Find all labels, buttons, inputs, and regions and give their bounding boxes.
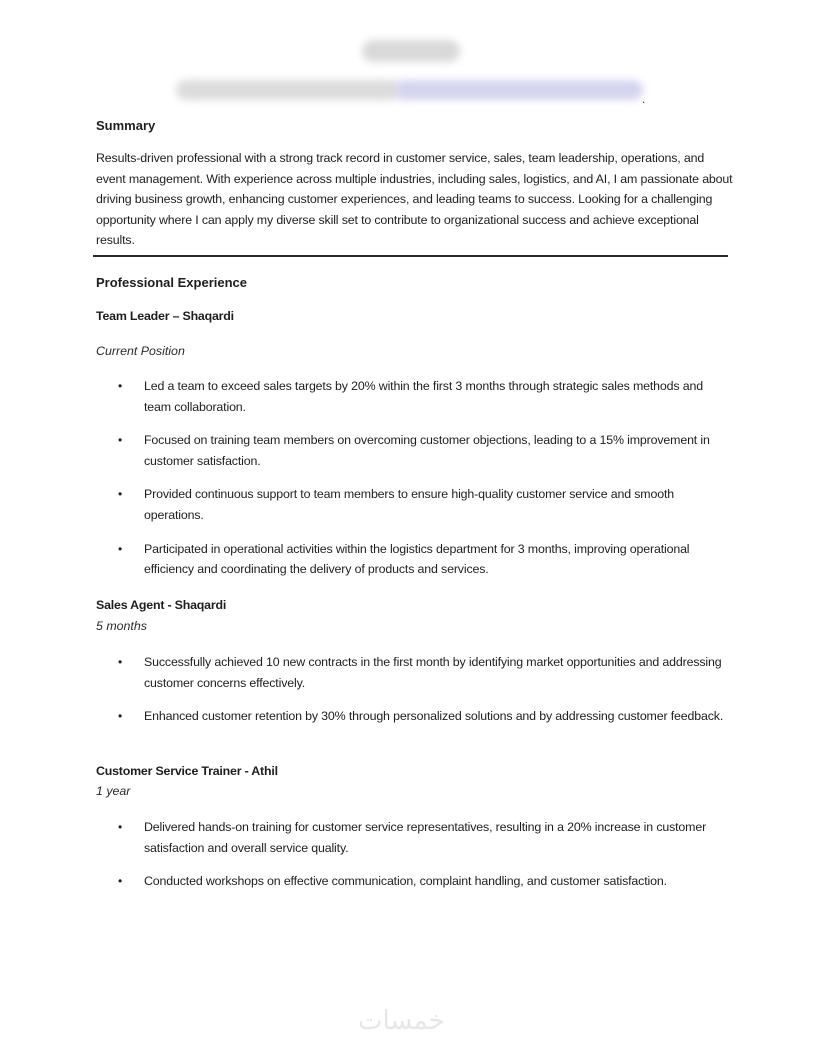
bullet-text: Conducted workshops on effective communication, complaint handling, and customer satisfaction. [144, 874, 667, 889]
bullet-text: Successfully achieved 10 new contracts in the first month by identifying market opportunities and addressing customer concerns effectively. [144, 655, 722, 690]
job-title: Team Leader – Shaqardi [96, 309, 234, 323]
job-bullets [96, 817, 726, 905]
job-bullets [96, 652, 726, 740]
bullet-item [96, 539, 726, 580]
bullet-item [96, 652, 726, 693]
summary-text: Results-driven professional with a strong track record in customer service, sales, team leadership, operations, and event management. With experience across multiple industries, including sales, logistics, and AI, I am passionate about driving business growth, enhancing customer experiences, and leading teams to success. Looking for a challenging opportunity where I can apply my diverse skill set to contribute to organizational success and achieve exceptional results. [96, 151, 733, 248]
job-duration: 5 months [96, 619, 147, 633]
bullet-text: Enhanced customer retention by 30% through personalized solutions and by addressing customer feedback. [144, 709, 724, 724]
contact-trailing-period: . [642, 92, 646, 106]
job-duration: Current Position [96, 344, 185, 358]
bullet-icon: • [118, 655, 123, 669]
bullet-text: Delivered hands-on training for customer service representatives, resulting in a 20% increase in customer satisfaction and overall service quality. [144, 820, 707, 855]
bullet-item [96, 817, 726, 858]
bullet-text: Provided continuous support to team members to ensure high-quality customer service and smooth operations. [144, 487, 674, 522]
bullet-text: Led a team to exceed sales targets by 20% within the first 3 months through strategic sales methods and team collaboration. [144, 379, 703, 414]
job-title: Sales Agent - Shaqardi [96, 598, 227, 612]
bullet-item [96, 484, 726, 525]
bullet-icon: • [118, 379, 123, 393]
bullet-text: Participated in operational activities within the logistics department for 3 months, improving operational efficiency and coordinating the delivery of products and services. [144, 541, 690, 577]
redacted-name [362, 40, 460, 62]
job-duration: 1 year [96, 784, 131, 798]
bullet-icon: • [118, 433, 123, 448]
bullet-item [96, 430, 726, 471]
watermark-logo: خمسات [358, 1006, 445, 1036]
summary-heading: Summary [96, 118, 156, 133]
section-divider [93, 255, 728, 257]
bullet-item [96, 706, 726, 727]
redacted-contact-phone [176, 80, 401, 100]
job-title: Customer Service Trainer - Athil [96, 764, 278, 778]
bullet-icon: • [118, 487, 123, 502]
bullet-icon: • [118, 874, 123, 889]
bullet-item [96, 871, 726, 892]
bullet-item [96, 376, 726, 417]
job-bullets [96, 376, 726, 593]
experience-heading: Professional Experience [96, 275, 248, 290]
bullet-icon: • [118, 820, 123, 834]
redacted-contact-email-link[interactable] [395, 80, 643, 100]
bullet-text: Focused on training team members on overcoming customer objections, leading to a 15% improvement in customer satisfaction. [144, 433, 710, 468]
bullet-icon: • [118, 709, 123, 724]
bullet-icon: • [118, 541, 123, 556]
